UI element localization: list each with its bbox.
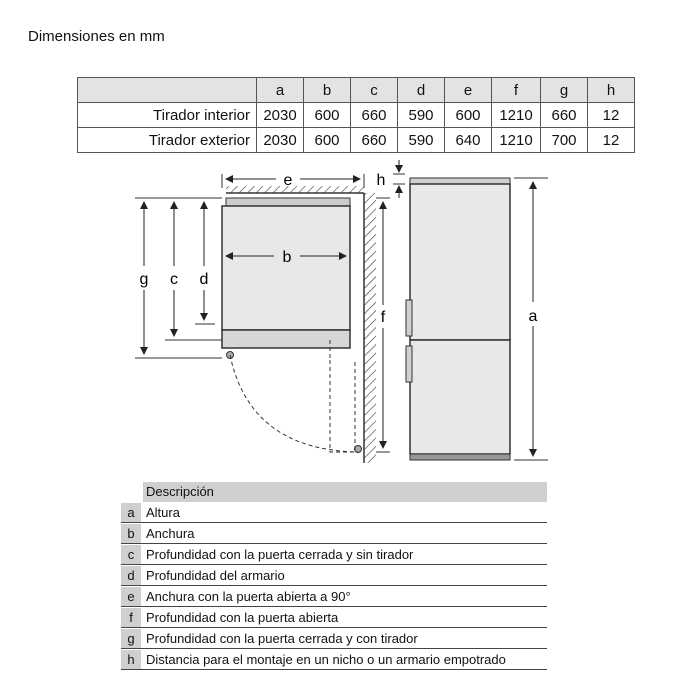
- column-header: d: [398, 78, 445, 103]
- fridge-door-top: [222, 330, 350, 348]
- legend-letter: g: [121, 629, 141, 648]
- legend-row: [121, 629, 547, 649]
- legend-text: Anchura: [146, 526, 195, 541]
- legend-text: Anchura con la puerta abierta a 90°: [146, 589, 351, 604]
- dimensions-table: [77, 77, 635, 153]
- column-header: e: [445, 78, 492, 103]
- row-label: Tirador interior: [78, 103, 257, 128]
- legend-text: Altura: [146, 505, 180, 520]
- page-title: Dimensiones en mm: [28, 28, 165, 45]
- dim-label-e: e: [283, 172, 293, 189]
- legend-row: [121, 587, 547, 607]
- legend-row: [121, 545, 547, 565]
- table-cell: 12: [588, 128, 635, 153]
- column-header: f: [492, 78, 541, 103]
- legend-text: Profundidad con la puerta cerrada y sin tirador: [146, 547, 414, 562]
- fridge-dimension-diagram: [0, 160, 700, 470]
- legend-row: [121, 650, 547, 670]
- table-row: [78, 128, 635, 153]
- table-cell: 2030: [257, 103, 304, 128]
- table-cell: 640: [445, 128, 492, 153]
- hinge-open: [355, 446, 362, 453]
- legend-row: [121, 524, 547, 544]
- table-corner-cell: [78, 78, 257, 103]
- upper-handle: [406, 300, 412, 336]
- lower-handle: [406, 346, 412, 382]
- table-cell: 600: [445, 103, 492, 128]
- table-row: [78, 103, 635, 128]
- fridge-top-edge: [410, 178, 510, 184]
- table-cell: 660: [541, 103, 588, 128]
- legend-letter: h: [121, 650, 141, 669]
- door-open-outline: [330, 360, 355, 452]
- fridge-body-top: [222, 206, 350, 330]
- dim-label-g: g: [139, 271, 149, 288]
- fridge-lower-door: [410, 340, 510, 454]
- dim-label-f: f: [380, 309, 386, 326]
- table-cell: 660: [351, 103, 398, 128]
- legend-text: Distancia para el montaje en un nicho o un armario empotrado: [146, 652, 506, 667]
- legend-header: Descripción: [143, 482, 547, 502]
- table-cell: 590: [398, 103, 445, 128]
- legend-row: [121, 608, 547, 628]
- table-cell: 700: [541, 128, 588, 153]
- top-view: [135, 172, 390, 463]
- table-cell: 660: [351, 128, 398, 153]
- table-cell: 2030: [257, 128, 304, 153]
- side-view: [377, 160, 548, 460]
- dim-label-a: a: [528, 308, 538, 325]
- legend-letter: c: [121, 545, 141, 564]
- fridge-back-plate: [226, 198, 350, 206]
- fridge-upper-door: [410, 184, 510, 340]
- legend-letter: f: [121, 608, 141, 627]
- legend-row: [121, 503, 547, 523]
- legend-text: Profundidad del armario: [146, 568, 285, 583]
- legend-letter: d: [121, 566, 141, 585]
- door-swing-arc: [230, 355, 358, 452]
- dim-label-c: c: [170, 271, 178, 288]
- column-header: a: [257, 78, 304, 103]
- dim-label-b: b: [282, 249, 292, 266]
- table-cell: 590: [398, 128, 445, 153]
- legend-letter: a: [121, 503, 141, 522]
- legend-letter: e: [121, 587, 141, 606]
- fridge-base: [410, 454, 510, 460]
- table-cell: 1210: [492, 103, 541, 128]
- table-cell: 12: [588, 103, 635, 128]
- table-cell: 600: [304, 128, 351, 153]
- dim-label-h: h: [376, 172, 386, 189]
- table-cell: 600: [304, 103, 351, 128]
- table-header-row: [78, 78, 635, 103]
- legend-letter: b: [121, 524, 141, 543]
- table-cell: 1210: [492, 128, 541, 153]
- dim-label-d: d: [199, 271, 209, 288]
- column-header: g: [541, 78, 588, 103]
- legend-text: Profundidad con la puerta cerrada y con tirador: [146, 631, 418, 646]
- wall-side-hatch: [364, 193, 376, 463]
- row-label: Tirador exterior: [78, 128, 257, 153]
- column-header: b: [304, 78, 351, 103]
- legend-text: Profundidad con la puerta abierta: [146, 610, 339, 625]
- legend-table: [121, 482, 547, 670]
- wall-top-hatch: [226, 186, 364, 193]
- column-header: h: [588, 78, 635, 103]
- column-header: c: [351, 78, 398, 103]
- legend-row: [121, 566, 547, 586]
